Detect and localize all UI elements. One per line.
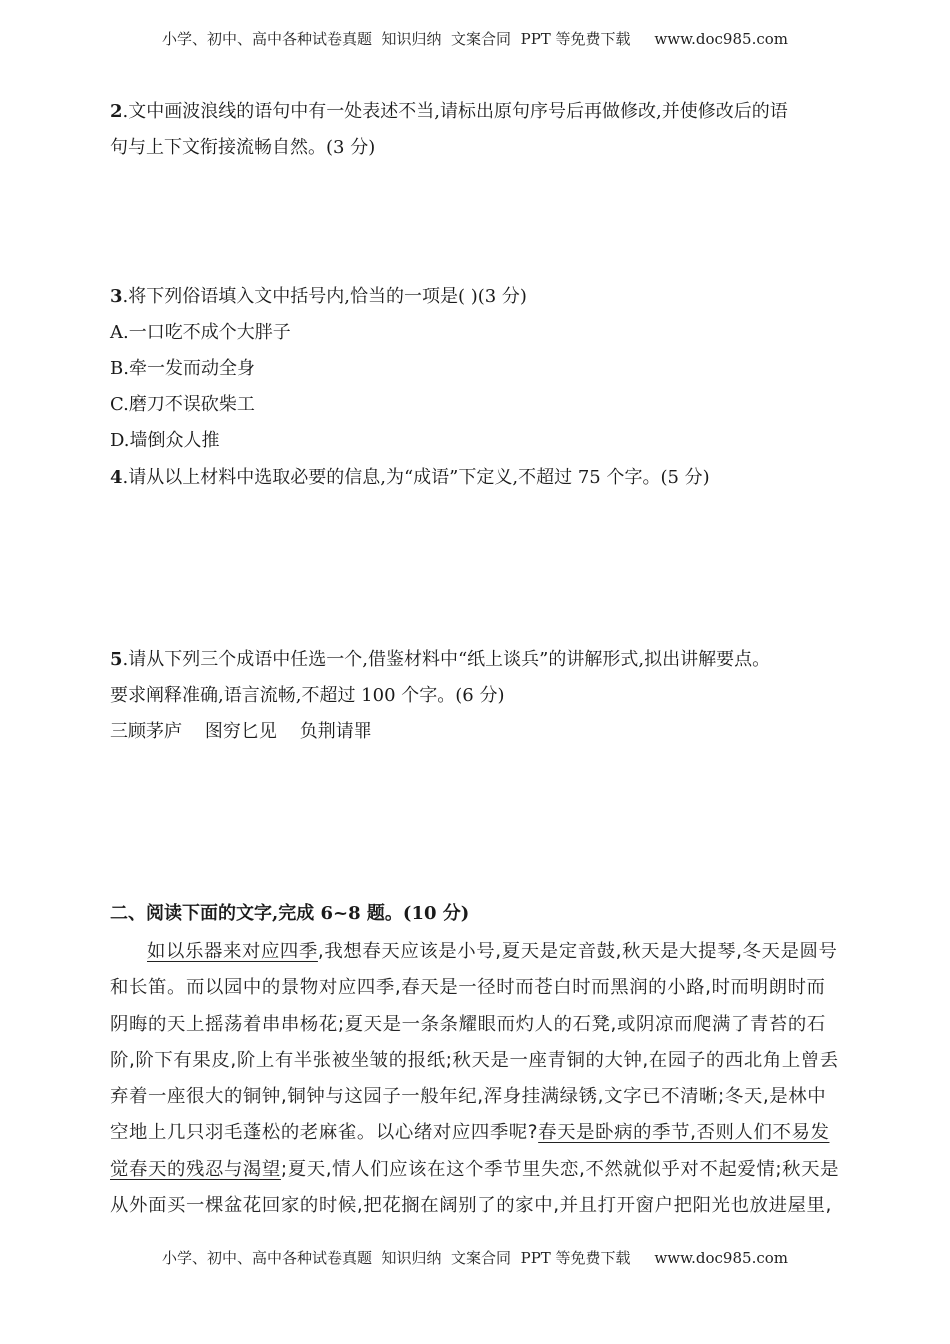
- reading-passage: [110, 934, 845, 1224]
- question-text: .请从以上材料中选取必要的信息,为“成语”下定义,不超过 75 个字。(5 分): [122, 467, 710, 488]
- question-number: 5: [110, 649, 123, 670]
- passage-line: 从外面买一棵盆花回家的时候,把花搁在阔别了的家中,并且打开窗户把阳光也放进屋里,: [110, 1195, 832, 1217]
- question-text: 句与上下文衔接流畅自然。(3 分): [110, 137, 376, 158]
- underlined-sentence: 春天是卧病的季节,否则人们不易发: [538, 1122, 830, 1144]
- passage-text: ,我想春天应该是小号,夏天是定音鼓,秋天是大提琴,冬天是圆号: [317, 941, 838, 962]
- option-a: A.一口吃不成个大胖子: [110, 322, 291, 343]
- question-number: 2: [110, 101, 123, 122]
- option-b: B.牵一发而动全身: [110, 358, 255, 379]
- passage-line: 弃着一座很大的铜钟,铜钟与这园子一般年纪,浑身挂满绿锈,文字已不清晰;冬天,是林中: [110, 1086, 827, 1108]
- question-2: [110, 94, 845, 166]
- page-footer: 小学、初中、高中各种试卷真题 知识归纳 文案合同 PPT 等免费下载 www.doc985.com: [161, 1249, 788, 1267]
- idiom-choices: 三顾茅庐 图穷匕见 负荆请罪: [110, 721, 372, 742]
- question-text: .请从下列三个成语中任选一个,借鉴材料中“纸上谈兵”的讲解形式,拟出讲解要点。: [122, 649, 771, 670]
- question-text: .文中画波浪线的语句中有一处表述不当,请标出原句序号后再做修改,并使修改后的语: [122, 101, 788, 122]
- passage-text: 空地上几只羽毛蓬松的老麻雀。以心绪对应四季呢?: [110, 1122, 539, 1144]
- question-3: [110, 279, 845, 459]
- question-number: 3: [110, 286, 123, 307]
- question-text: .将下列俗语填入文中括号内,恰当的一项是( )(3 分): [122, 286, 527, 307]
- option-d: D.墙倒众人推: [110, 430, 220, 451]
- underlined-sentence: 如以乐器来对应四季: [147, 941, 318, 962]
- section-title: 二、阅读下面的文字,完成 6~8 题。(10 分): [110, 903, 470, 924]
- underlined-sentence: 觉春天的残忍与渴望: [110, 1158, 281, 1180]
- question-text: 要求阐释准确,语言流畅,不超过 100 个字。(6 分): [110, 685, 505, 706]
- passage-line: 阶,阶下有果皮,阶上有半张被坐皱的报纸;秋天是一座青铜的大钟,在园子的西北角上曾丢: [110, 1049, 839, 1071]
- option-c: C.磨刀不误砍柴工: [110, 394, 255, 415]
- question-4: [110, 460, 845, 496]
- passage-line: 和长笛。而以园中的景物对应四季,春天是一径时而苍白时而黑润的小路,时而明朗时而: [110, 977, 826, 999]
- question-number: 4: [110, 467, 123, 488]
- passage-text: ;夏天,情人们应该在这个季节里失恋,不然就似乎对不起爱情;秋天是: [280, 1158, 840, 1180]
- page-header: 小学、初中、高中各种试卷真题 知识归纳 文案合同 PPT 等免费下载 www.doc985.com: [161, 30, 788, 48]
- passage-line: 阴晦的天上摇荡着串串杨花;夏天是一条条耀眼而灼人的石凳,或阴凉而爬满了青苔的石: [110, 1013, 826, 1035]
- question-5: [110, 642, 845, 750]
